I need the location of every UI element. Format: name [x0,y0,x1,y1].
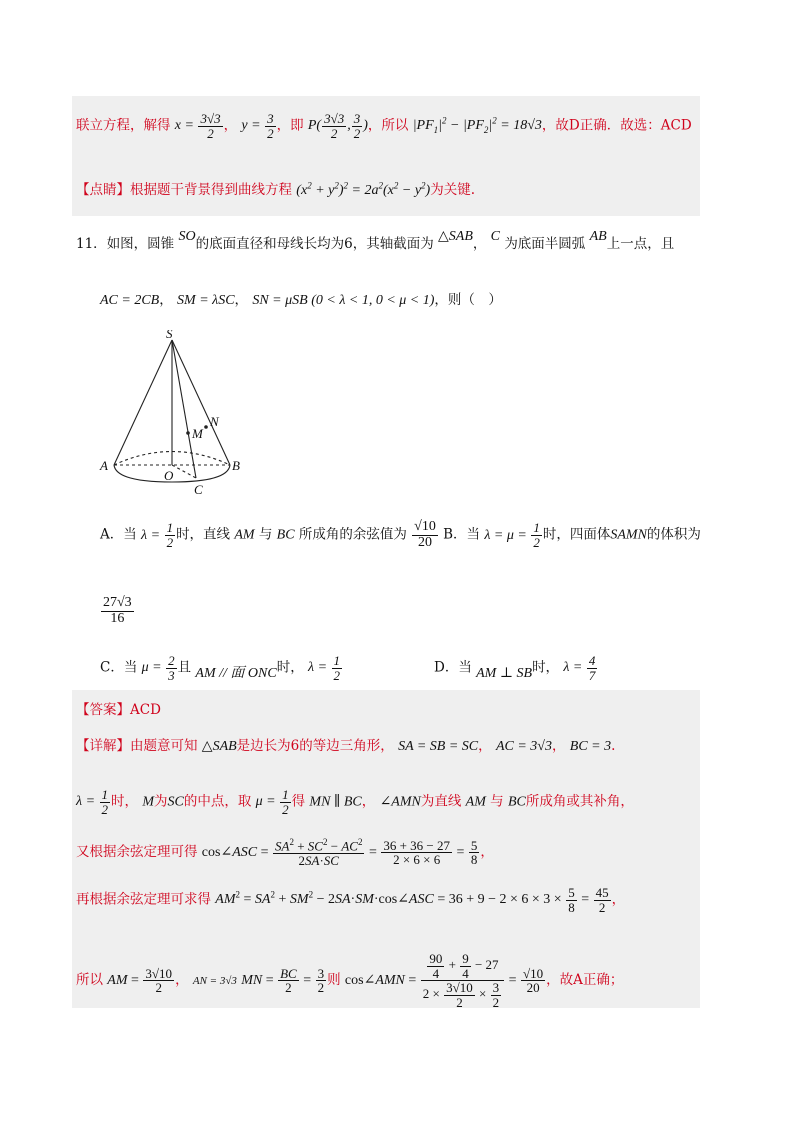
text: ，故A正确； [546,972,624,988]
math-c: C [490,229,501,244]
point-m [186,431,190,435]
option-d-label: D．当 [434,659,472,676]
question-line-2: AC = 2CB， SM = λSC， SN = μSB (0 < λ < 1, 0 < μ < 1)，则（ ） [100,292,502,308]
text: 得 [291,793,306,810]
label-m: M [192,426,203,441]
text: 联立方程，解得 [76,117,171,134]
text: 的中点，取 [183,793,252,810]
volume-value: $\frac{27√3}{16}$ [103,595,132,626]
math-m: M [142,794,154,810]
option-d-line [434,654,598,682]
question-number: 11． [76,236,107,252]
math-bc-value: BC = 3 [569,739,612,754]
math-bc-line: BC [507,794,526,810]
label-s: S [166,330,173,341]
text: 根据题干背景得到曲线方程 [130,182,292,198]
text: 所成角或其补角， [525,793,634,810]
text: 上一点，且 [606,236,675,252]
text: 是边长为6的等边三角形， [236,738,394,754]
math-am-perp-sb: AM ⊥ SB [476,666,533,682]
text: 时， [276,659,304,676]
math-ab: AB [589,229,607,244]
math-ac: AC = 3√3 [495,739,552,754]
text: ，即 [276,117,304,134]
text: 则 [327,972,341,988]
lambda-four-sevenths: λ = $\frac{4}{7}$ [563,653,596,683]
mu-two-thirds: μ = $\frac{2}{3}$ [141,653,175,683]
conclusion-text: ，故D正确．故选：ACD [541,117,692,134]
option-b-label: B．当 [443,526,481,543]
math-an: AN = 3√3 [192,975,237,987]
dianjing-label: 【点睛】 [76,182,130,198]
math-mn-parallel-bc: MN ∥ BC [309,794,362,810]
cos-amn-formula: cos∠AMN = $\frac{90}{4}$ + $\frac{9}{4}$ − 27 2 × $\frac{3√10}{2}$ × $\frac{3}{2}$ = $\frac{√10}{20}$ [344,951,544,1010]
detail-line-1: 【详解】由题意可知 △SAB是边长为6的等边三角形， SA = SB = SC， AC = 3√3， BC = 3. [76,738,616,754]
text: 又根据余弦定理可得 [76,844,198,861]
am-value: AM = $\frac{3√10}{2}$ [107,965,173,996]
text: 为直线 [420,793,462,810]
option-c-label: C．当 [100,659,138,676]
solve-line: 联立方程，解得 x = $\frac{3√3}{2}$ ， y = $\frac{3}{2}$ ，即 P( $\frac{3√3}{2}$ , $\frac{3}{2}$ )，所以 $|PF_1|^2 - |PF_2|^2 = 18√3$，故D正确．故选：ACD [76,111,692,141]
cos-value-a: $\frac{√10}{20}$ [414,519,436,550]
text: ，所以 [367,117,409,134]
cone-diagram [96,330,256,500]
text: 所以 [76,972,103,988]
detail-line-5: 所以 AM = $\frac{3√10}{2}$ ， AN = 3√3 MN = $\frac{BC}{2}$ = $\frac{3}{2}$ 则 cos∠AMN = $\frac{90}{4}$ + $\frac{9}{4}$ − 27 2 × $\frac{3√10}{2}$ × $\frac{3}{2}$ = $\frac{√10}{20}$ ，故A正确； [76,951,624,1010]
text: 与 [258,526,273,543]
label-c: C [194,482,203,497]
condition-ac-cb: AC = 2CB [100,293,160,308]
math-am: AM [234,527,255,543]
generatrix-sa [114,340,172,465]
label-o: O [164,468,174,483]
detail-line-2 [76,788,634,816]
text: 且 [177,659,192,676]
label-a: A [100,458,108,473]
generatrix-sb [172,340,230,465]
text: ， [472,236,487,252]
text: 如图，圆锥 [106,236,175,252]
math-am-parallel-onc: AM // 面 ONC [195,666,277,682]
label-n: N [210,414,219,429]
answer-line [76,698,161,718]
question-line-1 [76,229,675,253]
text: 为关键. [430,182,476,198]
math-so: SO [178,229,196,244]
point-n [204,425,208,429]
text: 时， [532,659,560,676]
text: 所成角的余弦值为 [298,526,407,543]
text: 的体积为 [646,526,701,543]
text: 为底面半圆弧 [504,236,586,252]
text: 为 [153,793,168,810]
math-am-line: AM [465,794,486,810]
text: 与 [490,793,504,810]
dianjing-line [76,178,475,199]
option-b-volume [100,596,135,626]
lambda-half-c: λ = $\frac{1}{2}$ [308,653,341,683]
option-a-b-line [100,520,701,550]
y-value: y = $\frac{3}{2}$ [241,111,274,141]
text: 时， [111,793,139,810]
mn-value: MN = $\frac{BC}{2}$ = $\frac{3}{2}$ [241,965,325,996]
generatrix-sc [172,340,196,478]
math-samn: SAMN [610,527,647,543]
curve-equation: $(x^2 + y^2)^2 = 2a^2(x^2 - y^2)$ [296,180,431,198]
lambda-half: λ = $\frac{1}{2}$ [141,520,174,550]
mu-half-d: μ = $\frac{1}{2}$ [255,787,289,817]
text: 的底面直径和母线长均为6，其轴截面为 [195,236,434,252]
condition-sn: SN = μSB (0 < λ < 1, 0 < μ < 1) [252,293,435,308]
text: 再根据余弦定理可求得 [76,891,211,908]
math-bc: BC [276,527,295,543]
am-squared-formula: $AM^2 = SA^2 + SM^2$ − 2SA·SM·cos∠ASC = 36 + 9 − 2 × 6 × 3 × $\frac{5}{8}$ = $\frac{45}{2}$ [215,885,609,915]
math-angle-amn: ∠AMN [379,794,421,810]
segment-oc [172,465,196,478]
text: 时，四面体 [542,526,611,543]
answer-label: 【答案】 [76,702,130,718]
text: ， [361,793,376,810]
option-a-label: A．当 [100,526,137,543]
math-triangle-sab: △SAB [201,739,237,754]
detail-line-3: 又根据余弦定理可得 cos∠ASC = $\frac{SA^2 + SC^2 - AC^2}{2SA\cdot SC}$ = $\frac{36 + 36 - 27}{2 \times 6 \times 6}$ = $\frac{5}{8}$ ， [76,837,494,868]
text: ，则（ ） [434,292,502,308]
lambda-half-d: λ = $\frac{1}{2}$ [76,787,109,817]
pf-expression: $|PF_1|^2 - |PF_2|^2 = 18√3$ [412,115,542,136]
lambda-mu-half: λ = μ = $\frac{1}{2}$ [484,520,540,550]
label-b: B [232,458,240,473]
option-c-line [100,654,343,682]
x-value: x = $\frac{3√3}{2}$ [174,111,221,141]
math-triangle: △SAB [438,229,473,244]
condition-sm: SM = λSC [177,293,235,308]
math-sc: SC [167,794,184,810]
detail-line-4: 再根据余弦定理可求得 $AM^2 = SA^2 + SM^2$ − 2SA·SM·cos∠ASC = 36 + 9 − 2 × 6 × 3 × $\frac{5}{8}$ = $\frac{45}{2}$ ， [76,885,626,915]
text: 时，直线 [176,526,231,543]
point-p: P( $\frac{3√3}{2}$ , $\frac{3}{2}$ ) [307,111,368,141]
answer-value: ACD [130,702,161,718]
cos-asc-formula: cos∠ASC = $\frac{SA^2 + SC^2 - AC^2}{2SA\cdot SC}$ = $\frac{36 + 36 - 27}{2 \times 6 \times 6}$ = $\frac{5}{8}$ [201,837,478,868]
detail-label: 【详解】 [76,738,130,754]
math-equal-sides: SA = SB = SC [398,739,479,754]
text: 由题意可知 [130,738,198,754]
